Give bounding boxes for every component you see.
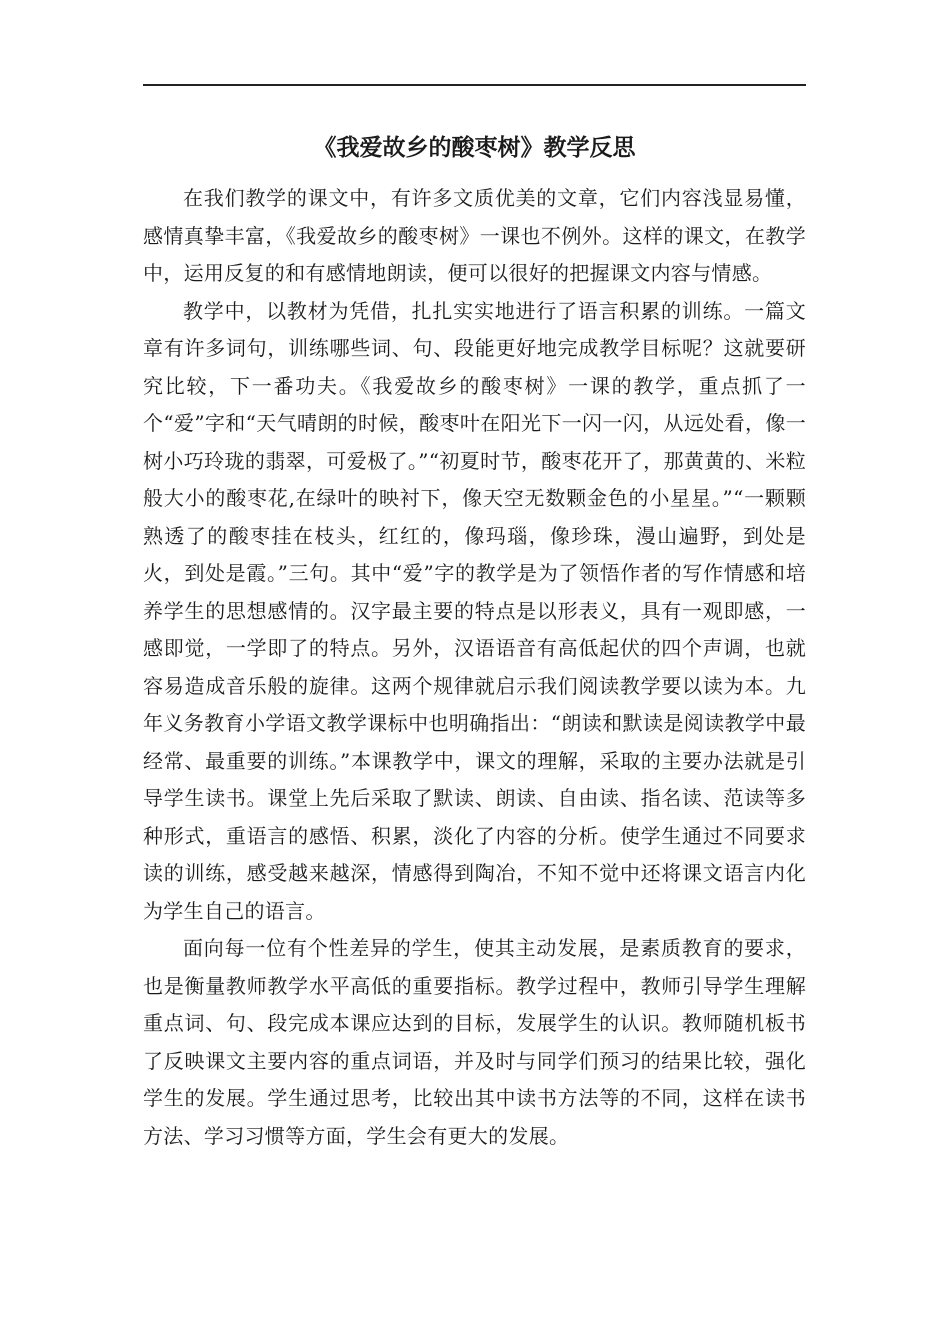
paragraph-teaching-practice: 教学中，以教材为凭借，扎扎实实地进行了语言积累的训练。一篇文章有许多词句，训练哪些词、句、段能更好地完成教学目标呢？这就要研究比较，下一番功夫。《我爱故乡的酸枣树》一课的教学，重点抓了一个“爱”字和“天气晴朗的时候，酸枣叶在阳光下一闪一闪，从远处看，像一树小巧玲珑的翡翠，可爱极了。”“初夏时节，酸枣花开了，那黄黄的、米粒般大小的酸枣花,在绿叶的映衬下，像天空无数颗金色的小星星。”“一颗颗熟透了的酸枣挂在枝头，红红的，像玛瑙，像珍珠，漫山遍野，到处是火，到处是霞。”三句。其中“爱”字的教学是为了领悟作者的写作情感和培养学生的思想感情的。汉字最主要的特点是以形表义，具有一观即感，一感即觉，一学即了的特点。另外，汉语语音有高低起伏的四个声调，也就容易造成音乐般的旋律。这两个规律就启示我们阅读教学要以读为本。九年义务教育小学语文教学课标中也明确指出：“朗读和默读是阅读教学中最经常、最重要的训练。”本课教学中，课文的理解，采取的主要办法就是引导学生读书。课堂上先后采取了默读、朗读、自由读、指名读、范读等多种形式，重语言的感悟、积累，淡化了内容的分析。使学生通过不同要求读的训练，感受越来越深，情感得到陶冶，不知不觉中还将课文语言内化为学生自己的语言。 xyxy=(143,298,806,923)
document-title: 《我爱故乡的酸枣树》教学反思 xyxy=(313,135,636,161)
header-rule xyxy=(143,84,806,86)
paragraph-intro: 在我们教学的课文中，有许多文质优美的文章，它们内容浅显易懂，感情真挚丰富，《我爱故乡的酸枣树》一课也不例外。这样的课文，在教学中，运用反复的和有感情地朗读，便可以很好的把握课文内容与情感。 xyxy=(143,186,806,285)
document-body xyxy=(143,180,806,1155)
paragraph-student-development: 面向每一位有个性差异的学生，使其主动发展，是素质教育的要求，也是衡量教师教学水平高低的重要指标。教学过程中，教师引导学生理解重点词、句、段完成本课应达到的目标，发展学生的认识。教师随机板书了反映课文主要内容的重点词语，并及时与同学们预习的结果比较，强化学生的发展。学生通过思考，比较出其中读书方法等的不同，这样在读书方法、学习习惯等方面，学生会有更大的发展。 xyxy=(143,936,806,1148)
